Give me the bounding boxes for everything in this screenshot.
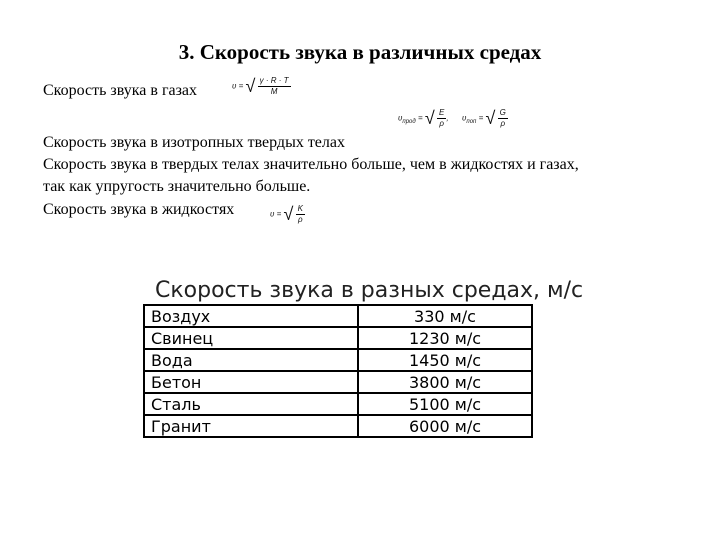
gas-speed-formula: υ = √ $\frac{\gamma \cdot R \cdot T}{M}$ (232, 76, 289, 96)
slide-title: 3. Скорость звука в различных средах (178, 40, 542, 64)
medium-cell: Сталь (144, 393, 358, 415)
gas-speed-text: Скорость звука в газах (43, 82, 198, 99)
solid-transverse-formula: $\upsilon_{поп}$ = √ $\frac{G}{\rho}$ (462, 108, 506, 128)
table-row (144, 305, 532, 327)
speed-table (143, 304, 533, 438)
speed-cell: 5100 м/с (358, 393, 532, 415)
solids-comparison-text-2: так как упругость значительно больше. (43, 178, 311, 195)
table-row (144, 415, 532, 437)
isotropic-solids-text: Скорость звука в изотропных твердых телах (43, 134, 345, 151)
speed-cell: 1230 м/с (358, 327, 532, 349)
table-row (144, 393, 532, 415)
medium-cell: Свинец (144, 327, 358, 349)
medium-cell: Воздух (144, 305, 358, 327)
liquid-speed-formula: υ = √ $\frac{K}{\rho}$ (270, 204, 303, 224)
table-row (144, 327, 532, 349)
medium-cell: Гранит (144, 415, 358, 437)
speed-cell: 3800 м/с (358, 371, 532, 393)
speed-cell: 6000 м/с (358, 415, 532, 437)
medium-cell: Вода (144, 349, 358, 371)
liquid-speed-text: Скорость звука в жидкостях (43, 201, 235, 218)
speed-table-title: Скорость звука в разных средах, м/с (155, 278, 584, 303)
table-row (144, 349, 532, 371)
speed-cell: 1450 м/с (358, 349, 532, 371)
solids-comparison-text-1: Скорость звука в твердых телах значительно больше, чем в жидкостях и газах, (43, 156, 579, 173)
speed-cell: 330 м/с (358, 305, 532, 327)
table-row (144, 371, 532, 393)
medium-cell: Бетон (144, 371, 358, 393)
solid-longitudinal-formula: $\upsilon_{прод}$ = √ $\frac{E}{\rho}$ , (398, 108, 449, 128)
